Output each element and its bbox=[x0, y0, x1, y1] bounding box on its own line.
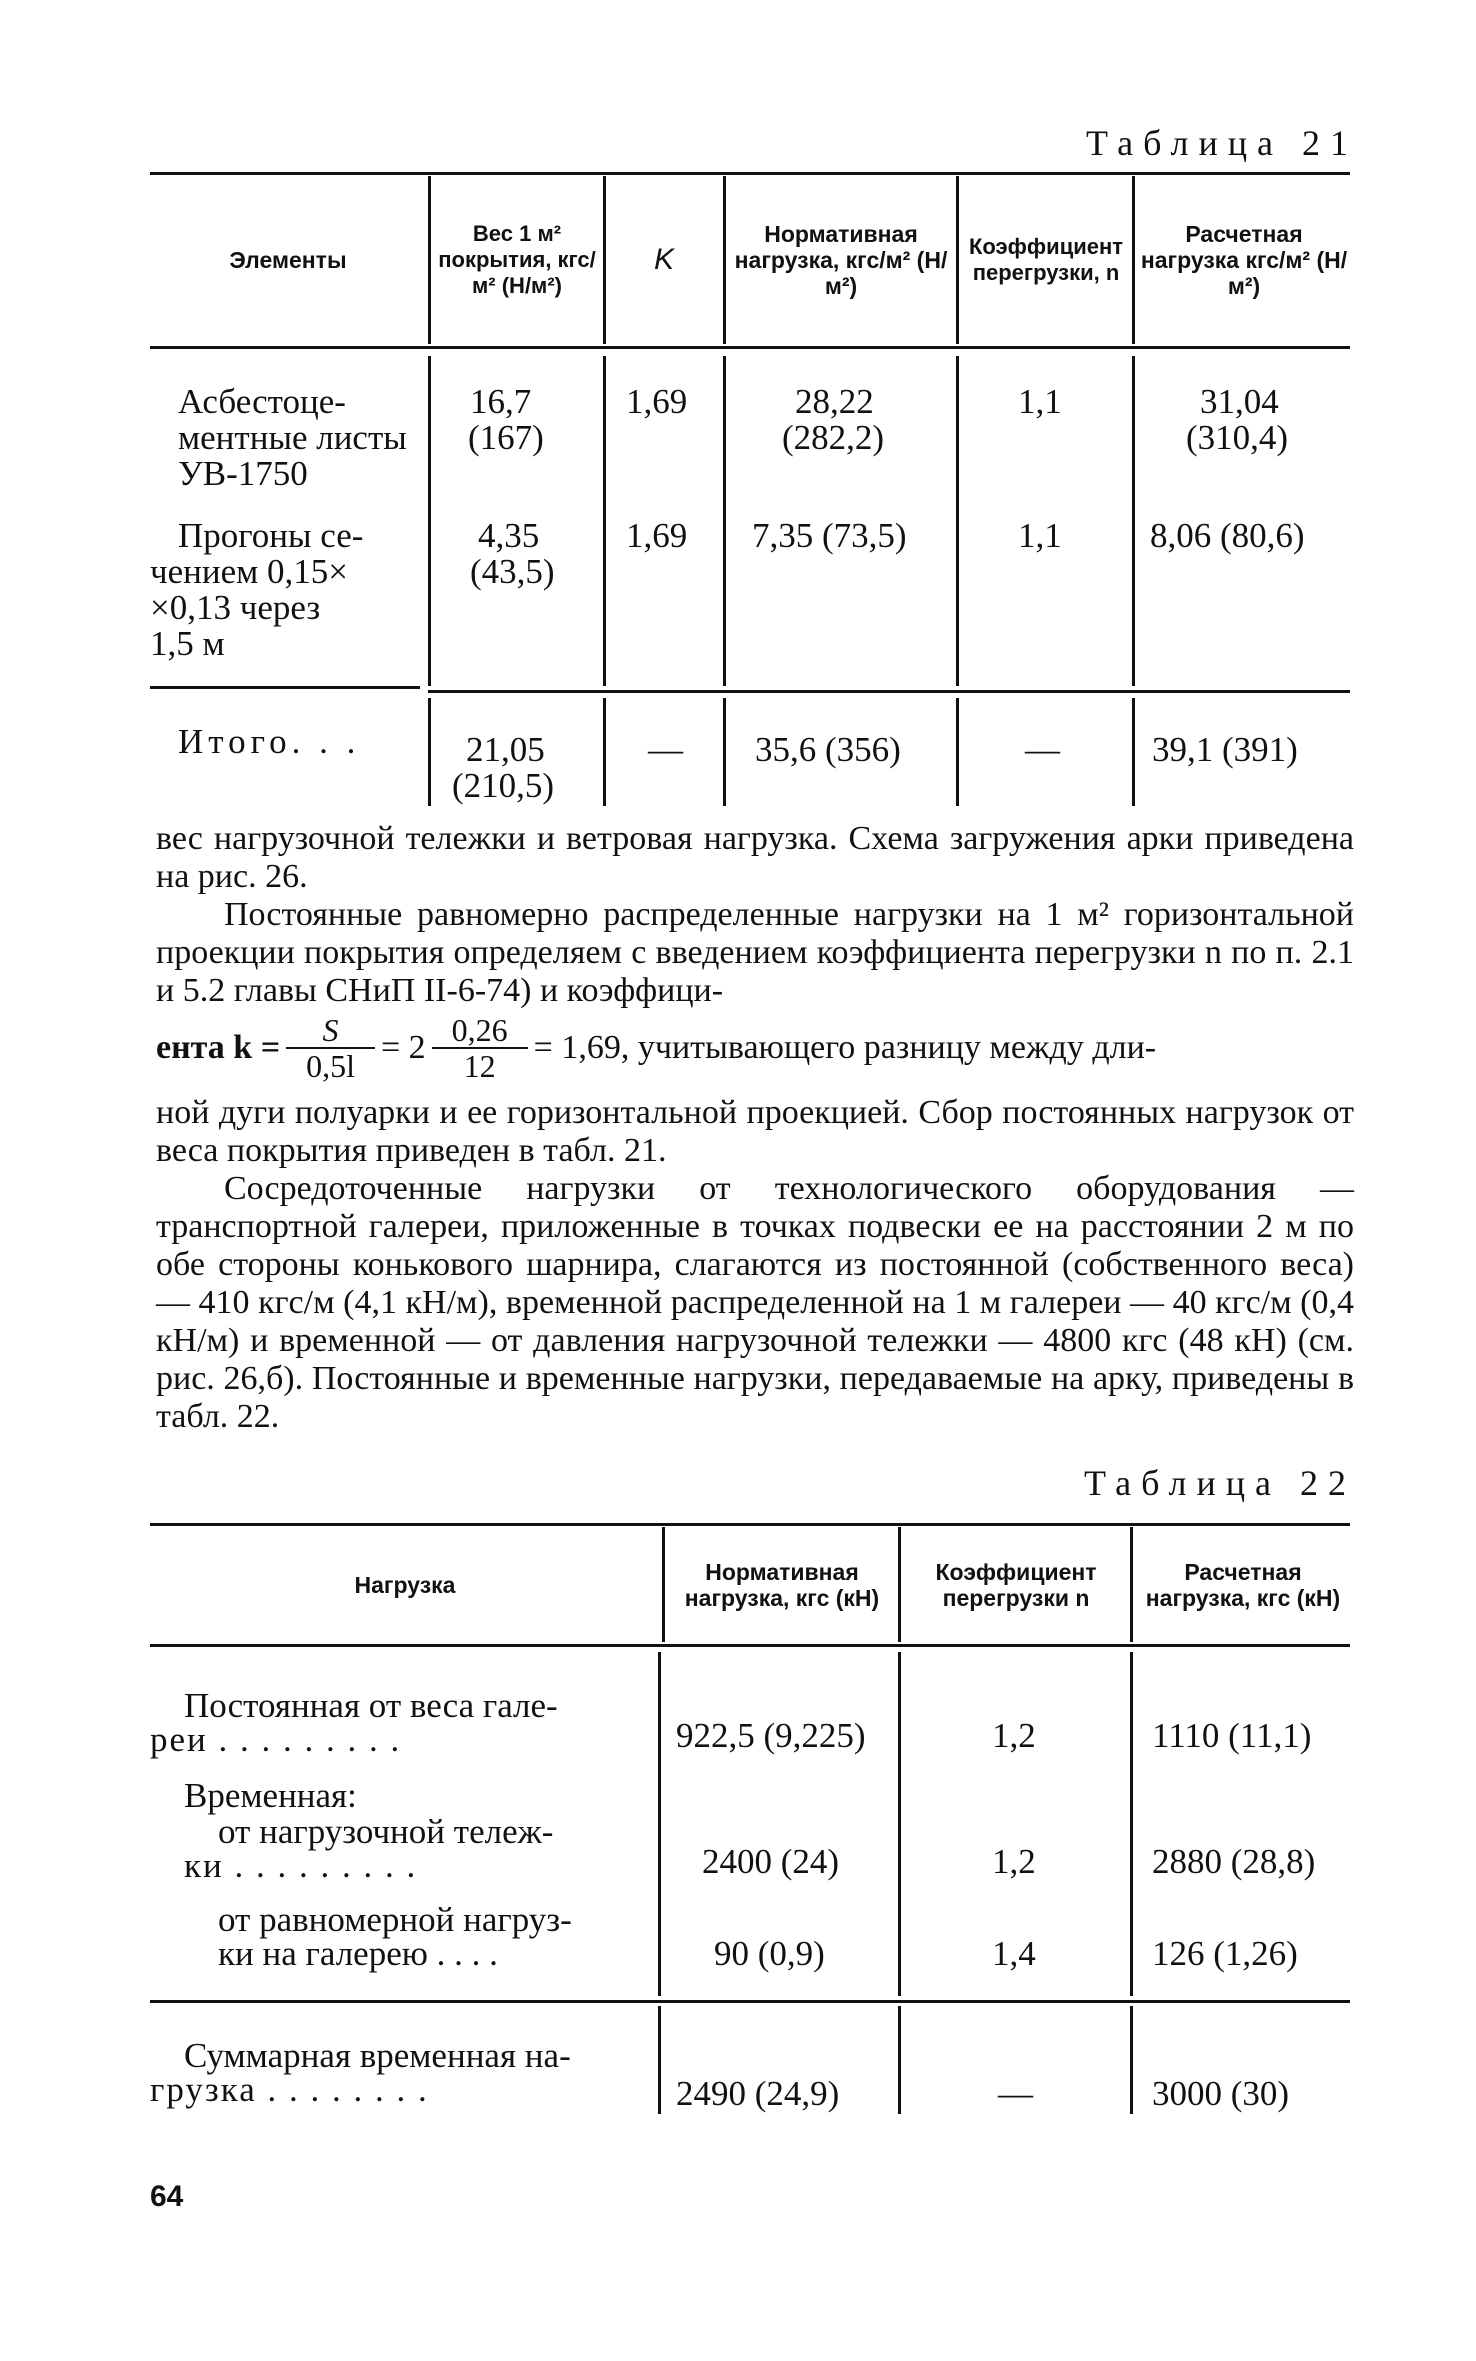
t21-header-elements: Элементы bbox=[229, 247, 347, 273]
t22-row4-design: 126 (1,26) bbox=[1152, 1934, 1298, 1973]
t22-row1-design: 1110 (11,1) bbox=[1152, 1716, 1312, 1755]
t22-row3-design: 2880 (28,8) bbox=[1152, 1842, 1316, 1881]
t22-total-coef: — bbox=[998, 2074, 1033, 2113]
formula-line bbox=[156, 1000, 1356, 1096]
t21-row1-design-a: 31,04 bbox=[1200, 382, 1279, 421]
t21-row1-element-line2: ментные листы bbox=[178, 418, 407, 457]
t22-header-design: Расчетная нагрузка, кгс (кН) bbox=[1145, 1559, 1341, 1611]
t21-total-weight-b: (210,5) bbox=[452, 766, 555, 805]
formula-fraction-1 bbox=[286, 1013, 375, 1083]
t22-row4-line1: от равномерной нагруз- bbox=[218, 1900, 572, 1939]
t22-row1-line2: реи . . . . . . . . . bbox=[150, 1720, 402, 1759]
table22-caption: Таблица 22 bbox=[1084, 1463, 1356, 1503]
t21-total-coef: — bbox=[1025, 730, 1060, 769]
formula-eq: = 2 bbox=[380, 1029, 426, 1066]
t21-row1-k: 1,69 bbox=[626, 382, 688, 421]
t21-header-normative: Нормативная нагрузка, кгс/м² (Н/м²) bbox=[734, 221, 948, 299]
t21-header-design: Расчетная нагрузка кгс/м² (Н/м²) bbox=[1140, 221, 1348, 299]
t22-row1-coef: 1,2 bbox=[992, 1716, 1036, 1755]
t21-row2-element-line1: Прогоны се- bbox=[178, 516, 364, 555]
paragraph-1: вес нагрузочной тележки и ветровая нагрузка. Схема загружения арки приведена на рис. 26. bbox=[156, 820, 1354, 895]
paragraph-2a: Постоянные равномерно распределенные нагрузки на 1 м² горизонтальной проекции покрытия определяем с введением коэффициента перегрузки n по п. 2.1 и 5.2 главы СНиП II-6-74) и коэффици- bbox=[156, 896, 1354, 1009]
formula-fraction-2 bbox=[432, 1013, 528, 1083]
t22-row3-line1: от нагрузочной тележ- bbox=[218, 1812, 554, 1851]
t21-row1-weight-b: (167) bbox=[468, 418, 544, 457]
t22-total-line2: грузка . . . . . . . . bbox=[150, 2070, 429, 2109]
t21-total-design: 39,1 (391) bbox=[1152, 730, 1298, 769]
t22-total-line1: Суммарная временная на- bbox=[184, 2036, 571, 2075]
t22-row4-normative: 90 (0,9) bbox=[714, 1934, 825, 1973]
t22-row3-normative: 2400 (24) bbox=[702, 1842, 840, 1881]
formula-frac1-num: S bbox=[286, 1013, 375, 1049]
t21-row1-coef: 1,1 bbox=[1018, 382, 1062, 421]
t21-row2-design: 8,06 (80,6) bbox=[1150, 516, 1305, 555]
t21-row2-weight-a: 4,35 bbox=[478, 516, 540, 555]
t21-header-coef: Коэффициент перегрузки, n bbox=[968, 234, 1124, 285]
t22-row1-line1: Постоянная от веса гале- bbox=[184, 1686, 558, 1725]
t21-row1-normative-b: (282,2) bbox=[782, 418, 885, 457]
t21-row2-element-line3: ×0,13 через bbox=[150, 588, 321, 627]
t22-row2-line1: Временная: bbox=[184, 1776, 357, 1815]
t21-header-k: K bbox=[653, 243, 674, 276]
t21-total-k: — bbox=[648, 730, 683, 769]
t21-row1-element-line3: УВ-1750 bbox=[178, 454, 308, 493]
t22-total-design: 3000 (30) bbox=[1152, 2074, 1290, 2113]
t21-total-normative: 35,6 (356) bbox=[755, 730, 901, 769]
t22-row3-line2: ки . . . . . . . . . bbox=[184, 1846, 418, 1885]
paragraph-2b: ной дуги полуарки и ее горизонтальной проекцией. Сбор постоянных нагрузок от веса покрытия приведен в табл. 21. bbox=[156, 1094, 1354, 1169]
t21-row1-element-line1: Асбестоце- bbox=[178, 382, 346, 421]
t22-header-normative: Нормативная нагрузка, кгс (кН) bbox=[684, 1559, 880, 1611]
page-number: 64 bbox=[150, 2180, 184, 2213]
t21-row2-normative: 7,35 (73,5) bbox=[752, 516, 907, 555]
t21-row1-weight-a: 16,7 bbox=[470, 382, 532, 421]
table21-caption: Таблица 21 bbox=[1086, 123, 1358, 163]
t22-header-load: Нагрузка bbox=[354, 1572, 456, 1598]
t22-total-normative: 2490 (24,9) bbox=[676, 2074, 840, 2113]
t21-row1-normative-a: 28,22 bbox=[795, 382, 874, 421]
t22-row4-line2: ки на галерею . . . . bbox=[218, 1934, 498, 1973]
t21-row2-coef: 1,1 bbox=[1018, 516, 1062, 555]
t22-header-coef: Коэффициент перегрузки n bbox=[935, 1559, 1097, 1611]
t21-total-label: Итого. . . bbox=[178, 722, 361, 761]
t21-row2-element-line4: 1,5 м bbox=[150, 624, 225, 663]
paragraph-3: Сосредоточенные нагрузки от технологического оборудования — транспортной галереи, приложенные в точках подвески ее на расстоянии 2 м по обе стороны конькового шарнира, слагаются из постоянной (собственного веса) — 410 кгс/м (4,1 кН/м), временной распределенной на 1 м галереи — 40 кгс/м (0,4 кН/м) и временной — от давления нагрузочной тележки — 4800 кгс (48 кН) (см. рис. 26,б). Постоянные и временные нагрузки, передаваемые на арку, приведены в табл. 22. bbox=[156, 1170, 1354, 1435]
t22-row3-coef: 1,2 bbox=[992, 1842, 1036, 1881]
t22-row1-normative: 922,5 (9,225) bbox=[676, 1716, 866, 1755]
t21-row2-element-line2: чением 0,15× bbox=[150, 552, 349, 591]
t21-row2-weight-b: (43,5) bbox=[470, 552, 555, 591]
formula-prefix: ента k = bbox=[156, 1029, 281, 1066]
t21-row2-k: 1,69 bbox=[626, 516, 688, 555]
formula-frac2-den: 12 bbox=[463, 1048, 496, 1084]
formula-suffix: = 1,69, учитывающего разницу между дли- bbox=[533, 1029, 1157, 1066]
t21-total-weight-a: 21,05 bbox=[466, 730, 545, 769]
t21-header-weight: Вес 1 м² покрытия, кгс/м² (Н/м²) bbox=[438, 221, 596, 298]
formula-frac2-num: 0,26 bbox=[432, 1013, 528, 1049]
t22-row4-coef: 1,4 bbox=[992, 1934, 1036, 1973]
t21-row1-design-b: (310,4) bbox=[1186, 418, 1289, 457]
formula-frac1-den: 0,5l bbox=[306, 1048, 355, 1084]
